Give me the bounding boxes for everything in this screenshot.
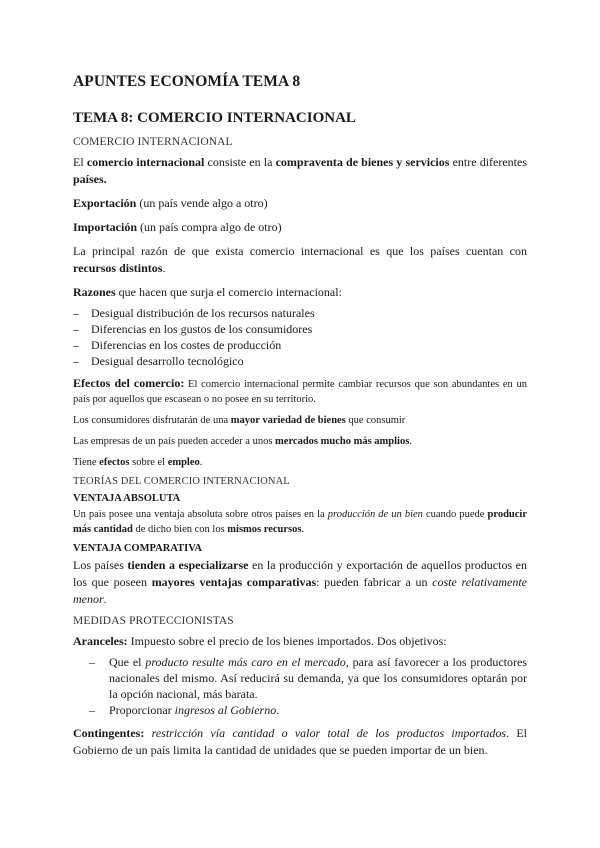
definition-paragraph: El comercio internacional consiste en la compraventa de bienes y servicios entre diferentes países.: [73, 155, 528, 186]
reasons-intro: Razones que hacen que surja el comercio internacional:: [73, 285, 342, 299]
employment-paragraph: Tiene efectos sobre el empleo.: [73, 457, 203, 468]
comparative-advantage-paragraph: Los países tienden a especializarse en la producción y exportación de aquellos productos en los que poseen mayores ventajas comparativas: pueden fabricar a un coste relativamente menor.: [73, 558, 528, 606]
subsection-heading-comparative: VENTAJA COMPARATIVA: [73, 543, 203, 554]
reasons-list: [73, 305, 527, 369]
section-heading-teorias: TEORÍAS DEL COMERCIO INTERNACIONAL: [73, 476, 290, 487]
import-paragraph: Importación (un país compra algo de otro): [73, 220, 282, 234]
quotas-paragraph: Contingentes: restricción vía cantidad o valor total de los productos importados. El Gobierno de un país limita la cantidad de unidades que se pueden importar de un bien.: [73, 726, 528, 757]
list-item: – Desigual distribución de los recursos naturales: [91, 305, 527, 321]
topic-heading: TEMA 8: COMERCIO INTERNACIONAL: [73, 110, 356, 126]
tariffs-paragraph: Aranceles: Impuesto sobre el precio de los bienes importados. Dos objetivos:: [73, 634, 447, 648]
main-reason-paragraph: La principal razón de que exista comercio internacional es que los países cuentan con recursos distintos.: [73, 244, 527, 275]
document-body: [73, 110, 527, 766]
list-item: – Diferencias en los gustos de los consumidores: [91, 321, 527, 337]
list-item: – Desigual desarrollo tecnológico: [91, 353, 527, 369]
subsection-heading-absolute: VENTAJA ABSOLUTA: [73, 493, 181, 504]
tariffs-list: [73, 654, 527, 718]
consumers-paragraph: Los consumidores disfrutarán de una mayor variedad de bienes que consumir: [73, 415, 406, 426]
section-heading-comercio: COMERCIO INTERNACIONAL: [73, 136, 233, 148]
absolute-advantage-paragraph: Un país posee una ventaja absoluta sobre otros países en la producción de un bien cuando puede producir más cantidad de dicho bien con los mismos recursos.: [73, 509, 527, 535]
effects-paragraph: Efectos del comercio: El comercio internacional permite cambiar recursos que son abundantes en un país por aquellos que escasean o no posee en su territorio.: [73, 376, 527, 405]
document-title: APUNTES ECONOMÍA TEMA 8: [73, 73, 301, 90]
list-item: – Que el producto resulte más caro en el mercado, para así favorecer a los productores nacionales del mismo. Así reducirá su demanda, ya que los consumidores optarán por la opción nacional, más barata.: [109, 654, 527, 702]
export-paragraph: Exportación (un país vende algo a otro): [73, 196, 268, 210]
list-item: – Diferencias en los costes de producción: [91, 337, 527, 353]
list-item: – Proporcionar ingresos al Gobierno.: [109, 702, 527, 718]
section-heading-medidas: MEDIDAS PROTECCIONISTAS: [73, 615, 234, 627]
companies-paragraph: Las empresas de un país pueden acceder a unos mercados mucho más amplios.: [73, 436, 412, 447]
